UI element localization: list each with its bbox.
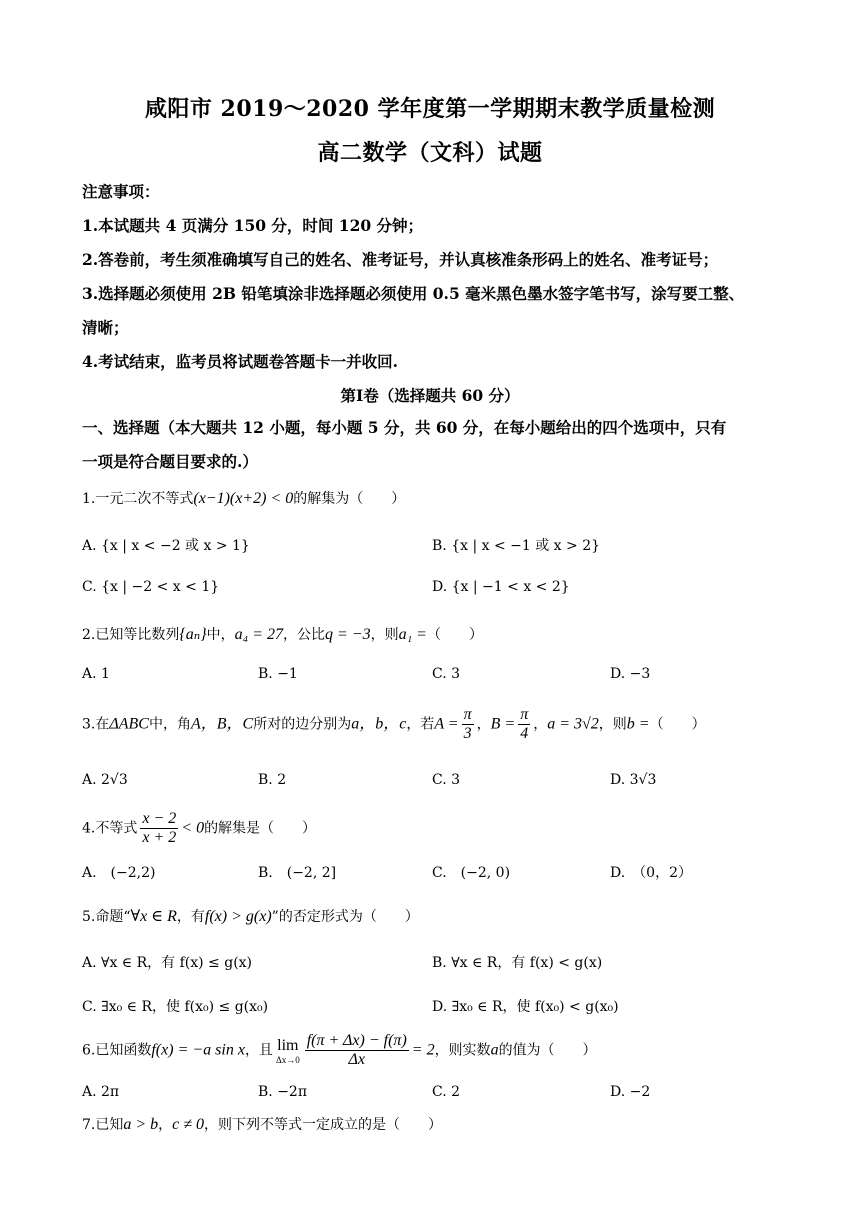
q3-angles: A，B，C [190,715,254,733]
q3-option-b[interactable]: B. 2 [258,772,287,788]
question-7 [82,1114,782,1134]
q2-option-a[interactable]: A. 1 [82,666,110,682]
q3-frac-a-den: 3 [463,725,472,742]
q2-ratio: q = −3 [325,626,371,643]
q5-option-c[interactable]: C. ∃x₀ ∈ R，使 f(x₀) ≤ g(x₀) [82,999,269,1015]
q1-option-c[interactable]: C. {x | −2 < x < 1} [82,579,220,595]
q6-option-c[interactable]: C. 2 [432,1084,461,1100]
q5-option-b[interactable]: B. ∀x ∈ R，有 f(x) < g(x) [432,955,603,971]
q3-angle-b: B = [490,715,516,733]
q1-stem-math: (x−1)(x+2) < 0 [193,490,294,507]
q3-sides: a，b，c [351,715,407,733]
q6-fraction [305,1032,409,1069]
q1-stem-post: 的解集为（ ） [293,491,406,507]
q3-frac-a [462,706,474,743]
q7-c-ne-0: c ≠ 0 [172,1116,205,1133]
section-instructions-2: 一项是符合题目要求的.） [82,452,258,471]
q3-frac-b-num: π [520,706,529,723]
q2-stem-pre: 2.已知等比数列 [82,627,180,643]
q5-stem-pre: 5.命题“ [82,909,131,925]
q6-limit [276,1037,300,1065]
exam-title: 咸阳市 2019～2020 学年度第一学期期末教学质量检测 [144,96,716,122]
q2-a1: a₁ = [398,626,427,643]
notice-item-3: 3.选择题必须使用 2B 铅笔填涂非选择题必须使用 0.5 毫米黑色墨水签字笔书写，涂写要工整、 [82,284,745,303]
q6-frac-num: f(π + Δx) − f(π) [306,1032,407,1049]
q3-stem-mid: 中，角 [148,716,191,733]
q2-option-c[interactable]: C. 3 [432,666,461,682]
part1-heading: 第Ⅰ卷（选择题共 60 分） [340,386,520,405]
q6-option-a[interactable]: A. 2π [82,1084,120,1100]
q2-option-b[interactable]: B. −1 [258,666,298,682]
q3-triangle: ΔABC [109,715,149,733]
q4-stem-post: 的解集是（ ） [204,820,317,837]
q6-stem-pre: 6.已知函数 [82,1042,152,1059]
question-3: 3.在ΔABC中，角A，B，C所对的边分别为a，b，c，若A = $\frac{\pi}{3}$ ，B = $\frac{\pi}{4}$ ，a = 3√2，则b =（ ） [82,706,706,742]
q6-lim-text: lim [277,1036,299,1054]
exam-subtitle: 高二数学（文科）试题 [317,140,543,166]
notice-item-4: 4.考试结束，监考员将试题卷答题卡一并收回. [82,352,399,371]
q2-stem-mid2: ，公比 [283,627,325,643]
q3-frac-b-den: 4 [520,725,529,742]
q2-stem-post: （ ） [426,627,483,643]
q2-a4: a₄ = 27 [234,626,283,643]
question-4 [82,810,782,847]
notice-heading: 注意事项： [82,182,160,201]
q3-stem-post: （ ） [649,716,706,733]
q6-frac-den: Δx [348,1051,365,1068]
q3-stem-mid2: 所对的边分别为 [253,716,352,733]
q4-frac-num: x − 2 [142,810,177,827]
question-6 [82,1032,782,1069]
q2-stem-mid3: ，则 [370,627,399,643]
question-5 [82,906,782,926]
q4-option-c[interactable]: C. (−2, 0) [432,865,511,881]
q3-side-b: b = [626,715,650,733]
q2-stem-mid: 中， [206,627,235,643]
question-1 [82,488,782,508]
notice-item-3-cont: 清晰； [82,318,129,337]
notice-item-1: 1.本试题共 4 页满分 150 分，时间 120 分钟； [82,216,424,235]
question-2 [82,624,782,644]
q1-option-a[interactable]: A. {x | x < −2 或 x > 1} [82,538,250,554]
q3-option-a[interactable]: A. 2√3 [82,772,128,788]
q3-angle-a: A = [434,715,459,733]
q6-equals: = 2 [411,1041,435,1059]
q3-option-d[interactable]: D. 3√3 [610,772,657,788]
q4-lt-zero: < 0 [181,819,205,837]
q4-option-a[interactable]: A. (−2,2) [82,865,156,881]
q3-option-c[interactable]: C. 3 [432,772,461,788]
q3-frac-a-num: π [463,706,472,723]
q7-stem-post: ，则下列不等式一定成立的是（ ） [204,1117,443,1133]
q7-a-gt-b: a > b [123,1116,159,1133]
q4-stem-pre: 4.不等式 [82,820,138,837]
q1-option-d[interactable]: D. {x | −1 < x < 2} [432,579,570,595]
q6-lim-sub: Δx→0 [275,1054,300,1065]
q5-forall: ∀x ∈ R [130,908,177,925]
q3-frac-b [518,706,530,743]
q6-stem-mid: ，且 [244,1042,273,1059]
q5-stem-post: ”的否定形式为（ ） [271,909,419,925]
q7-stem-pre: 7.已知 [82,1117,124,1133]
q6-var-a: a [490,1041,499,1059]
q4-frac-den: x + 2 [142,829,177,846]
q3-side-a: a = 3√2 [547,715,599,733]
q5-option-a[interactable]: A. ∀x ∈ R，有 f(x) ≤ g(x) [82,955,253,971]
q3-stem-pre: 3.在 [82,716,110,733]
q7-stem-mid: ， [158,1117,173,1133]
q3-stem-end: ，则 [598,716,627,733]
section-instructions-1: 一、选择题（本大题共 12 小题，每小题 5 分，共 60 分，在每小题给出的四个选项中，只有 [82,418,727,437]
q5-inequality: f(x) > g(x) [204,908,272,925]
q4-option-b[interactable]: B. (−2, 2] [258,865,337,881]
q6-option-b[interactable]: B. −2π [258,1084,308,1100]
q5-option-d[interactable]: D. ∃x₀ ∈ R，使 f(x₀) < g(x₀) [432,999,619,1015]
q4-fraction [140,810,178,847]
q2-option-d[interactable]: D. −3 [610,666,651,682]
q1-stem-pre: 1.一元二次不等式 [82,491,194,507]
q6-function: f(x) = −a sin x [151,1041,245,1059]
q6-option-d[interactable]: D. −2 [610,1084,651,1100]
notice-item-2: 2.答卷前，考生须准确填写自己的姓名、准考证号，并认真核准条形码上的姓名、准考证号； [82,250,719,269]
q2-sequence: {aₙ} [179,626,207,643]
q1-option-b[interactable]: B. {x | x < −1 或 x > 2} [432,538,601,554]
q6-stem-mid2: ，则实数 [434,1042,491,1059]
q6-stem-post: 的值为（ ） [498,1042,597,1059]
q3-stem-mid3: ，若 [406,716,435,733]
q4-option-d[interactable]: D. （0，2） [610,865,692,881]
q5-stem-mid: ，有 [176,909,205,925]
